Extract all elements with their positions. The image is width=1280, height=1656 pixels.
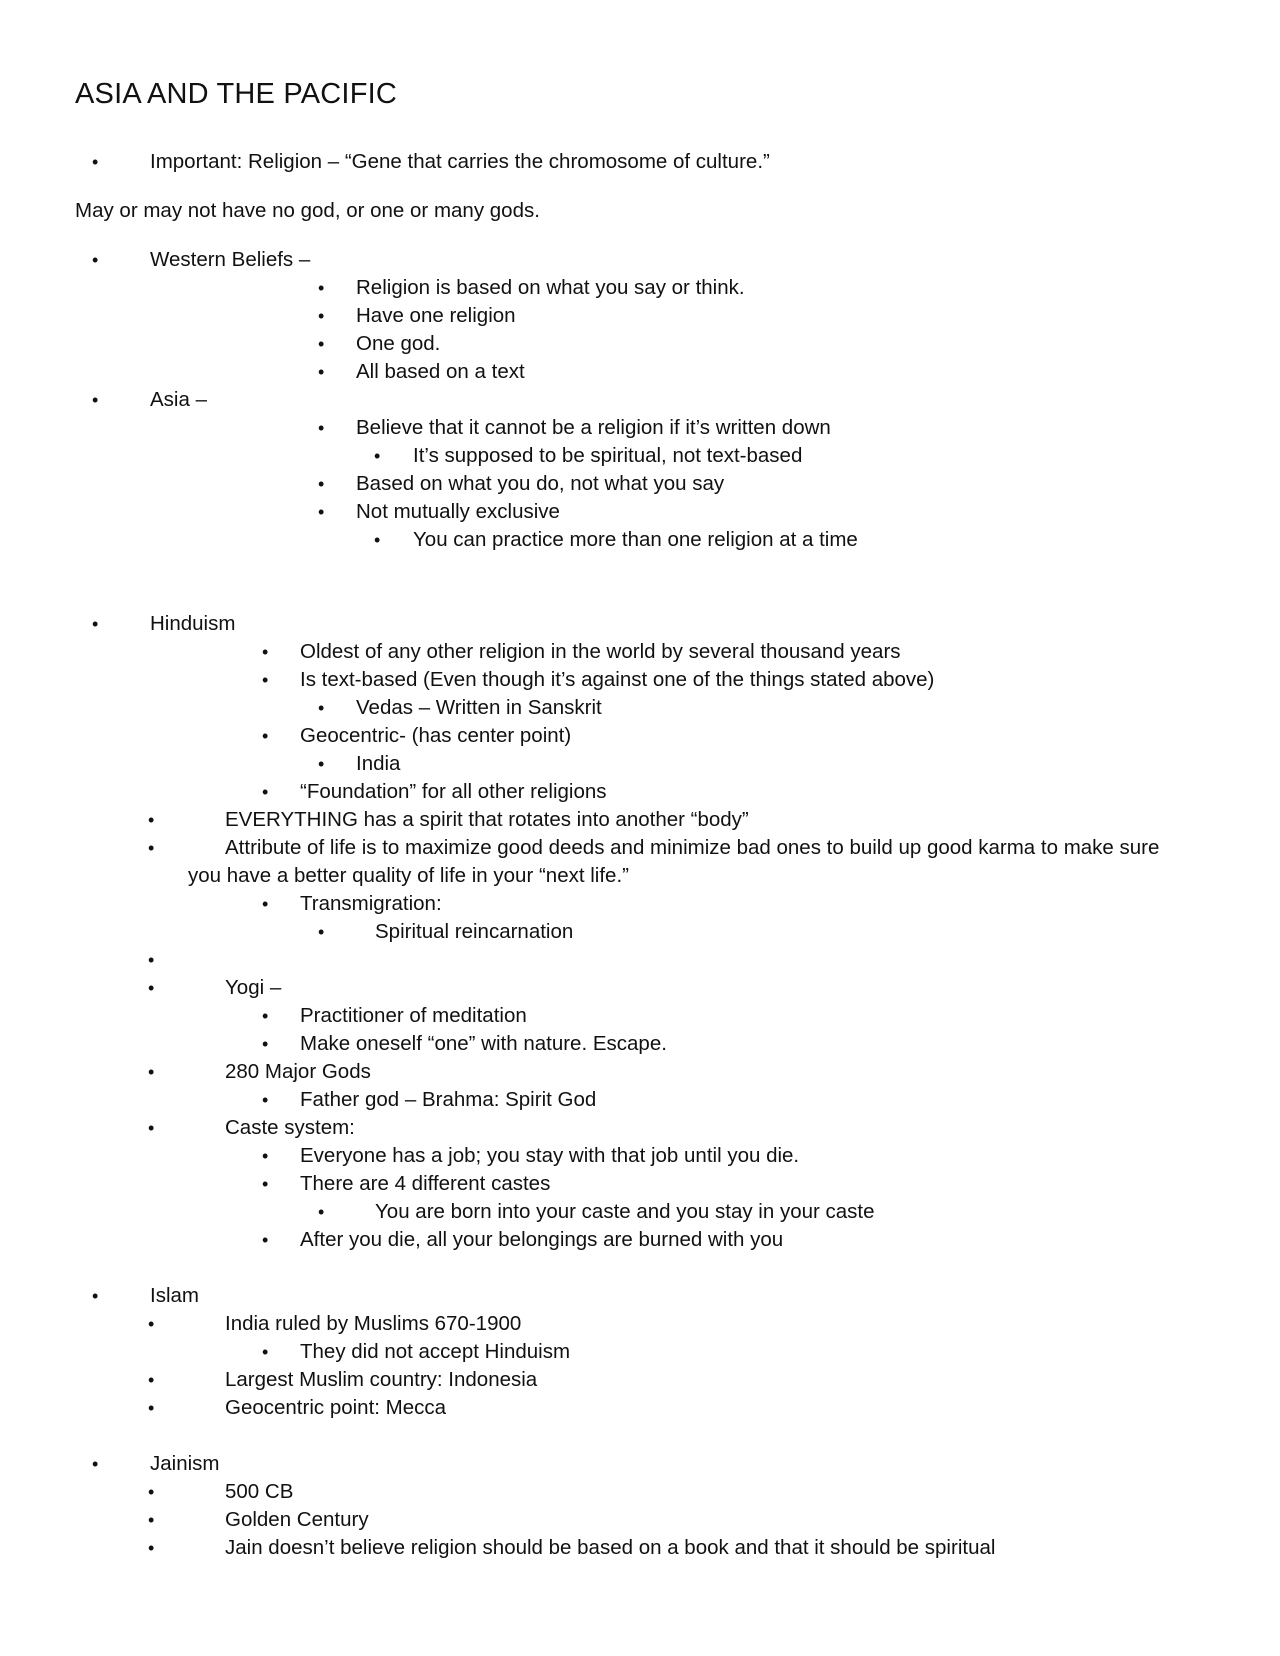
list-item-caste-system: Caste system:	[225, 1116, 355, 1139]
list-item: Spiritual reincarnation	[375, 920, 574, 943]
list-item-yogi: Yogi –	[225, 976, 282, 999]
bullet-icon: •	[148, 1370, 155, 1390]
list-item: They did not accept Hinduism	[300, 1340, 571, 1363]
list-item-western-beliefs: Western Beliefs –	[150, 248, 311, 271]
list-item: You are born into your caste and you stay in your caste	[375, 1200, 875, 1223]
list-item: There are 4 different castes	[300, 1172, 551, 1195]
bullet-icon: •	[92, 250, 99, 270]
bullet-icon: •	[148, 1482, 155, 1502]
list-item-islam: Islam	[150, 1284, 199, 1307]
list-item: Golden Century	[225, 1508, 369, 1531]
bullet-icon: •	[318, 474, 325, 494]
list-item: It’s supposed to be spiritual, not text-based	[413, 444, 803, 467]
list-item-jainism: Jainism	[150, 1452, 220, 1475]
bullet-icon: •	[148, 1510, 155, 1530]
list-item-hinduism: Hinduism	[150, 612, 236, 635]
list-item: India ruled by Muslims 670-1900	[225, 1312, 522, 1335]
list-item: You can practice more than one religion at a time	[413, 528, 858, 551]
bullet-icon: •	[262, 1230, 269, 1250]
paragraph-gods: May or may not have no god, or one or many gods.	[75, 199, 540, 222]
list-item: Geocentric- (has center point)	[300, 724, 572, 747]
list-item: Attribute of life is to maximize good deeds and minimize bad ones to build up good karma to make sure	[225, 836, 1160, 859]
list-item: Everyone has a job; you stay with that job until you die.	[300, 1144, 800, 1167]
list-item-continuation: you have a better quality of life in your “next life.”	[188, 864, 629, 887]
list-item: Practitioner of meditation	[300, 1004, 527, 1027]
bullet-icon: •	[318, 502, 325, 522]
bullet-icon: •	[148, 810, 155, 830]
bullet-icon: •	[92, 1286, 99, 1306]
bullet-icon: •	[374, 530, 381, 550]
list-item: EVERYTHING has a spirit that rotates into another “body”	[225, 808, 749, 831]
list-item: After you die, all your belongings are burned with you	[300, 1228, 784, 1251]
list-item-important: Important: Religion – “Gene that carries the chromosome of culture.”	[150, 150, 770, 173]
bullet-icon: •	[262, 726, 269, 746]
bullet-icon: •	[262, 642, 269, 662]
list-item: Oldest of any other religion in the world by several thousand years	[300, 640, 901, 663]
bullet-icon: •	[318, 334, 325, 354]
list-item: Is text-based (Even though it’s against one of the things stated above)	[300, 668, 935, 691]
bullet-icon: •	[262, 1034, 269, 1054]
list-item: Religion is based on what you say or think.	[356, 276, 745, 299]
list-item: All based on a text	[356, 360, 525, 383]
list-item: Believe that it cannot be a religion if it’s written down	[356, 416, 831, 439]
bullet-icon: •	[92, 614, 99, 634]
list-item: Transmigration:	[300, 892, 442, 915]
bullet-icon: •	[262, 894, 269, 914]
list-item: 500 CB	[225, 1480, 294, 1503]
list-item: Father god – Brahma: Spirit God	[300, 1088, 597, 1111]
bullet-icon: •	[318, 1202, 325, 1222]
bullet-icon: •	[148, 978, 155, 998]
page-title: ASIA AND THE PACIFIC	[75, 78, 398, 110]
bullet-icon: •	[262, 1174, 269, 1194]
bullet-icon: •	[318, 418, 325, 438]
bullet-icon: •	[318, 754, 325, 774]
bullet-icon: •	[92, 1454, 99, 1474]
bullet-icon: •	[92, 390, 99, 410]
list-item-asia: Asia –	[150, 388, 207, 411]
bullet-icon: •	[318, 922, 325, 942]
list-item: One god.	[356, 332, 441, 355]
list-item: Not mutually exclusive	[356, 500, 560, 523]
list-item: Vedas – Written in Sanskrit	[356, 696, 602, 719]
bullet-icon: •	[374, 446, 381, 466]
list-item: “Foundation” for all other religions	[300, 780, 607, 803]
bullet-icon: •	[262, 1146, 269, 1166]
bullet-icon: •	[262, 1006, 269, 1026]
bullet-icon: •	[148, 1538, 155, 1558]
bullet-icon: •	[262, 782, 269, 802]
bullet-icon: •	[148, 950, 155, 970]
list-item: India	[356, 752, 401, 775]
list-item: Have one religion	[356, 304, 516, 327]
list-item: 280 Major Gods	[225, 1060, 371, 1083]
list-item: Largest Muslim country: Indonesia	[225, 1368, 538, 1391]
bullet-icon: •	[262, 670, 269, 690]
bullet-icon: •	[148, 1118, 155, 1138]
bullet-icon: •	[148, 1062, 155, 1082]
bullet-icon: •	[262, 1090, 269, 1110]
list-item: Geocentric point: Mecca	[225, 1396, 447, 1419]
list-item: Based on what you do, not what you say	[356, 472, 725, 495]
bullet-icon: •	[318, 362, 325, 382]
bullet-icon: •	[148, 838, 155, 858]
bullet-icon: •	[148, 1314, 155, 1334]
bullet-icon: •	[148, 1398, 155, 1418]
bullet-icon: •	[92, 152, 99, 172]
list-item: Jain doesn’t believe religion should be based on a book and that it should be spiritual	[225, 1536, 996, 1559]
bullet-icon: •	[318, 306, 325, 326]
bullet-icon: •	[262, 1342, 269, 1362]
bullet-icon: •	[318, 698, 325, 718]
list-item: Make oneself “one” with nature. Escape.	[300, 1032, 667, 1055]
bullet-icon: •	[318, 278, 325, 298]
